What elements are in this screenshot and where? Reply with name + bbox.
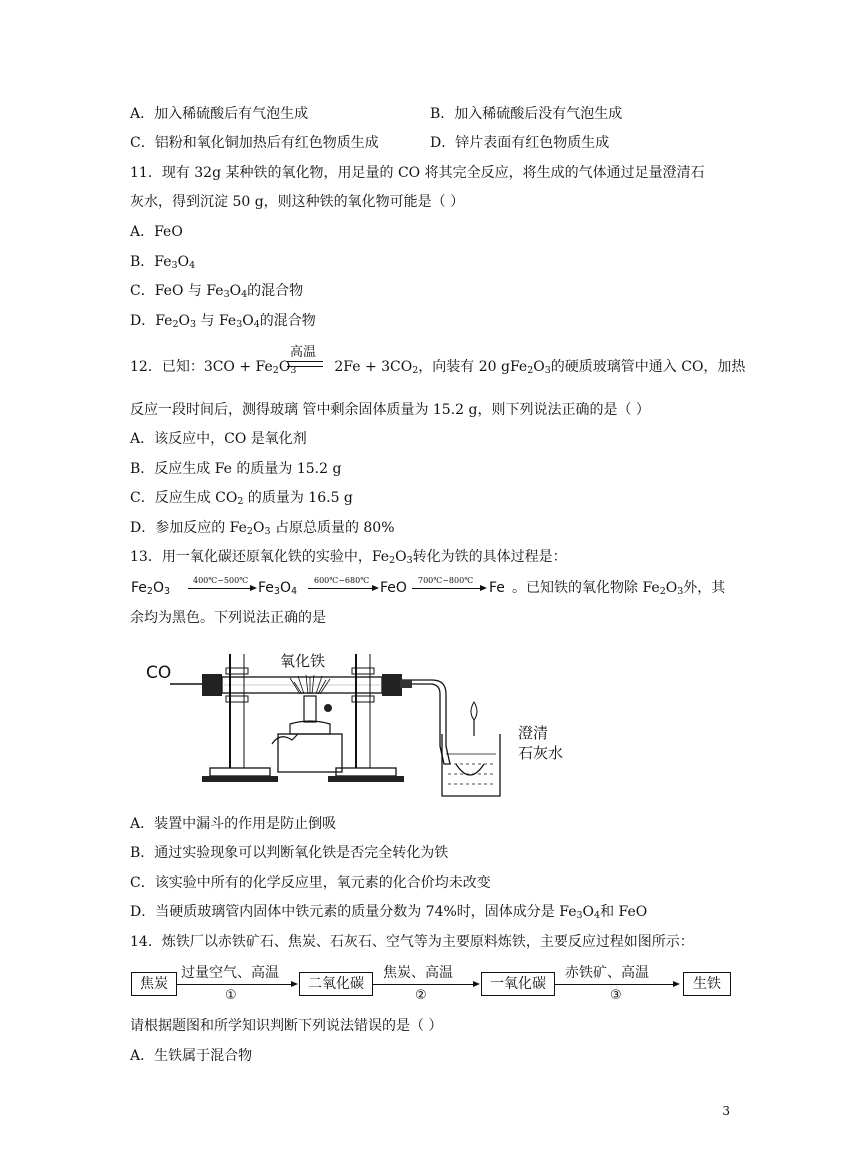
q12-o: O	[278, 359, 291, 375]
outlet-tube	[402, 680, 450, 764]
chain-step3-label: 700℃~800℃	[418, 576, 474, 585]
q11-option-d	[130, 311, 316, 331]
q13-chain-mid1	[258, 578, 297, 598]
funnel	[456, 764, 484, 775]
q13-option-b: B．通过实验现象可以判断氧化铁是否完全转化为铁	[130, 845, 449, 861]
subscript: 2	[237, 496, 244, 507]
subscript: 2	[527, 365, 534, 376]
outlet-connector	[400, 680, 412, 688]
q11-option-a: A．FeO	[130, 224, 183, 240]
chain-arrowhead-3	[480, 585, 487, 591]
burner-neck	[304, 696, 316, 722]
flow-arrow-2	[373, 984, 473, 985]
q14-option-a: A．生铁属于混合物	[130, 1048, 253, 1064]
q12-stem-mid: 2Fe + 3CO	[334, 359, 413, 375]
q11-option-d-o2: O	[242, 313, 254, 329]
chain-arrowhead-1	[250, 585, 257, 591]
q11-stem-line1: 11．现有 32g 某种铁的氧化物，用足量的 CO 将其完全反应，将生成的气体通过足量澄清石	[130, 165, 705, 181]
flow-step-1: ①	[225, 988, 237, 1003]
chain-o2: O	[279, 580, 291, 596]
left-stand-base	[210, 768, 270, 776]
flow-arrow-1	[177, 984, 291, 985]
subscript: 2	[389, 555, 396, 566]
q13-option-d-prefix: D．当硬质玻璃管内固体中铁元素的质量分数为 74%时，固体成分是 Fe	[130, 904, 577, 920]
subscript: 3	[223, 289, 230, 300]
q12-o2: O	[533, 359, 545, 375]
q11-stem-line2: 灰水，得到沉淀 50 g，则这种铁的氧化物可能是（ ）	[130, 194, 465, 210]
q11-option-d-o1: O	[178, 313, 190, 329]
q11-option-c-o: O	[229, 283, 242, 299]
q12-stem-suffix-b: 的硬质玻璃管中通入 CO，加热	[550, 359, 746, 375]
co-label: CO	[146, 663, 172, 683]
flow-step-2: ②	[415, 988, 427, 1003]
chain-fe: Fe	[489, 580, 505, 596]
q11-option-b-text: B．Fe	[130, 254, 172, 270]
subscript: 3	[677, 586, 684, 597]
q13-stem-line1	[130, 547, 567, 567]
q13-option-d	[130, 902, 647, 922]
q12-option-c-suffix: 的质量为 16.5 g	[243, 490, 353, 506]
q13-stem-prefix: 13．用一氧化碳还原氧化铁的实验中，Fe	[130, 549, 390, 565]
co-reduction-apparatus-diagram	[140, 646, 610, 804]
q11-option-b	[130, 252, 195, 272]
q12-stem-line2: 反应一段时间后，测得玻璃 管中剩余固体质量为 15.2 g，则下列说法正确的是（ ）	[130, 402, 650, 418]
q13-option-d-o: O	[582, 904, 595, 920]
subscript: 3	[290, 365, 297, 376]
burner-base	[278, 734, 342, 772]
flow-arrowhead-3	[673, 981, 680, 987]
water-hatching	[448, 764, 494, 784]
q11-option-d-suffix: 的混合物	[259, 313, 316, 329]
q12-option-c	[130, 488, 353, 508]
subscript: 2	[246, 526, 253, 537]
q12-option-d-prefix: D．参加反应的 Fe	[130, 520, 247, 536]
subscript: 3	[273, 586, 280, 597]
tube-label: 氧化铁	[280, 652, 326, 670]
chain-o1: O	[152, 580, 164, 596]
q11-option-c-suffix: 的混合物	[247, 283, 304, 299]
q12-option-c-prefix: C．反应生成 CO	[130, 490, 238, 506]
flow-cond-3: 赤铁矿、高温	[565, 965, 649, 981]
q13-option-c: C．该实验中所有的化学反应里，氧元素的化合价均未改变	[130, 875, 491, 891]
q13-option-d-suffix: 和 FeO	[600, 904, 648, 920]
subscript: 3	[406, 555, 413, 566]
subscript: 3	[264, 526, 271, 537]
flow-arrow-3	[555, 984, 673, 985]
right-stand-base	[336, 768, 396, 776]
subscript: 3	[544, 365, 551, 376]
subscript: 2	[659, 586, 666, 597]
q11-option-b-o: O	[177, 254, 190, 270]
right-stopper	[382, 674, 402, 696]
limewater-label-2: 石灰水	[518, 744, 564, 762]
subscript: 4	[253, 319, 260, 330]
beaker	[442, 734, 500, 796]
subscript: 3	[576, 910, 583, 921]
q12-stem-line1	[130, 357, 745, 377]
flow-box-pig-iron: 生铁	[683, 972, 731, 996]
subscript: 3	[171, 260, 178, 271]
iron-oxide-flame	[290, 675, 330, 694]
chain-arrow-2	[308, 588, 372, 589]
q13-option-a: A．装置中漏斗的作用是防止倒吸	[130, 816, 337, 832]
subscript: 3	[190, 319, 197, 330]
chain-arrowhead-2	[372, 585, 379, 591]
q13-o: O	[395, 549, 407, 565]
chain-step1-label: 400℃~500℃	[193, 576, 249, 585]
burner-knob	[324, 704, 332, 712]
q13-stem-line3: 余均为黑色。下列说法正确的是	[130, 610, 326, 626]
q12-option-d-o: O	[252, 520, 265, 536]
flow-box-coke: 焦炭	[131, 972, 177, 996]
q13-chain-start	[131, 578, 170, 598]
flow-cond-2: 焦炭、高温	[383, 965, 453, 981]
q10-option-c: C．铝粉和氧化铜加热后有红色物质生成	[130, 135, 379, 151]
left-stand-foot	[202, 776, 278, 782]
q12-stem-prefix: 12．已知：3CO + Fe	[130, 359, 273, 375]
subscript: 3	[236, 319, 243, 330]
chain-after-prefix: 。已知铁的氧化物除 Fe	[512, 580, 660, 596]
q10-option-b: B．加入稀硫酸后没有气泡生成	[430, 106, 623, 122]
q11-option-d-text: D．Fe	[130, 313, 173, 329]
q11-option-d-mid: 与 Fe	[196, 313, 237, 329]
vent-flame-icon	[471, 702, 477, 720]
q14-stem-line2: 请根据题图和所学知识判断下列说法错误的是（ ）	[130, 1018, 443, 1034]
q12-condition: 高温	[290, 345, 317, 360]
q10-option-d: D．锌片表面有红色物质生成	[430, 135, 610, 151]
subscript: 3	[163, 586, 171, 597]
left-stopper	[202, 674, 222, 696]
q10-option-a: A．加入稀硫酸后有气泡生成	[130, 106, 309, 122]
chain-fe2o3: Fe	[131, 580, 147, 596]
subscript: 4	[290, 586, 298, 597]
chain-arrow-1	[188, 588, 250, 589]
subscript: 4	[189, 260, 196, 271]
q13-chain-after	[512, 578, 725, 598]
page-number: 3	[722, 1104, 730, 1118]
q12-option-a: A．该反应中，CO 是氧化剂	[130, 431, 307, 447]
chain-step2-label: 600℃~680℃	[314, 576, 370, 585]
gas-inlet	[272, 734, 298, 744]
chain-after-suffix: 外，其	[683, 580, 726, 596]
burner-body	[290, 721, 330, 734]
q12-stem-suffix-a: ，向装有 20 gFe	[418, 359, 528, 375]
subscript: 2	[172, 319, 179, 330]
flow-cond-1: 过量空气、高温	[181, 965, 279, 981]
q14-stem: 14．炼铁厂以赤铁矿石、焦炭、石灰石、空气等为主要原料炼铁，主要反应过程如图所示：	[130, 934, 694, 950]
q13-stem-suffix: 转化为铁的具体过程是：	[412, 549, 567, 565]
flow-arrowhead-2	[473, 981, 480, 987]
flow-arrowhead-1	[291, 981, 298, 987]
chain-fe3o4: Fe	[258, 580, 274, 596]
flow-box-co: 一氧化碳	[481, 972, 555, 996]
q12-option-b: B．反应生成 Fe 的质量为 15.2 g	[130, 461, 342, 477]
limewater-label-1: 澄清	[518, 724, 549, 742]
flow-step-3: ③	[610, 988, 622, 1003]
q11-option-c-text: C．FeO 与 Fe	[130, 283, 224, 299]
q12-option-d-suffix: 占原总质量的 80%	[270, 520, 395, 536]
chain-after-o: O	[665, 580, 678, 596]
chain-feo: FeO	[380, 580, 407, 596]
flow-box-co2: 二氧化碳	[299, 972, 373, 996]
subscript: 2	[146, 586, 153, 597]
right-stand-foot	[328, 776, 404, 782]
subscript: 2	[412, 365, 419, 376]
subscript: 2	[272, 365, 279, 376]
subscript: 4	[594, 910, 601, 921]
q12-option-d	[130, 518, 395, 538]
chain-arrow-3	[412, 588, 480, 589]
subscript: 4	[241, 289, 248, 300]
q11-option-c	[130, 281, 303, 301]
